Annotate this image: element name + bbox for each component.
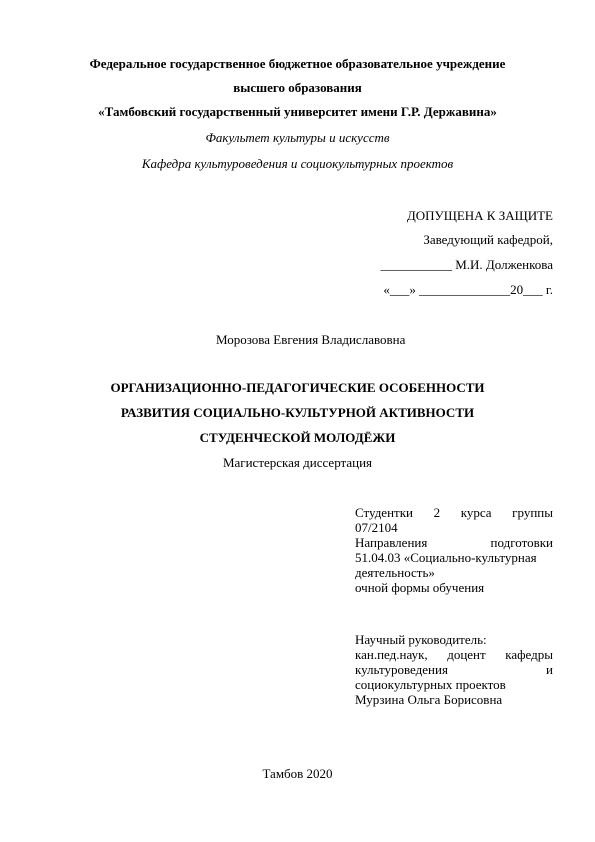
supervisor-info xyxy=(355,632,553,707)
group-number: 07/2104 xyxy=(355,520,398,535)
supervisor-dept-word: кафедры xyxy=(505,647,553,662)
training-word: подготовки xyxy=(490,535,553,550)
student-course-line xyxy=(355,505,553,520)
thesis-title-line-1: ОРГАНИЗАЦИОННО-ПЕДАГОГИЧЕСКИЕ ОСОБЕННОСТИ xyxy=(110,380,485,395)
supervisor-rank: доцент xyxy=(447,647,486,662)
course-number: 2 xyxy=(433,505,441,520)
student-info xyxy=(355,505,553,595)
thesis-type: Магистерская диссертация xyxy=(222,455,373,470)
supervisor-dept-name: культуроведения xyxy=(355,662,448,677)
thesis-title-line-3: СТУДЕНЧЕСКОЙ МОЛОДЁЖИ xyxy=(199,430,396,445)
approval-date: «___» ______________20___ г. xyxy=(383,282,553,297)
supervisor-degree-line xyxy=(355,647,553,662)
course-word: курса xyxy=(460,505,492,520)
institution-line-1: Федеральное государственное бюджетное образовательное учреждение xyxy=(89,56,506,71)
author-name: Морозова Евгения Владиславовна xyxy=(216,332,406,347)
department-name: Кафедра культуроведения и социокультурных проектов xyxy=(141,156,454,171)
approval-title: ДОПУЩЕНА К ЗАЩИТЕ xyxy=(406,208,553,223)
supervisor-name: Мурзина Ольга Борисовна xyxy=(355,692,503,707)
institution-line-2: высшего образования xyxy=(233,80,362,95)
student-word: Студентки xyxy=(355,505,413,520)
program-code: 51.04.03 «Социально-культурная xyxy=(355,550,537,565)
approval-position: Заведующий кафедрой, xyxy=(423,232,553,247)
study-form: очной формы обучения xyxy=(355,580,485,595)
direction-line xyxy=(355,535,553,550)
direction-word: Направления xyxy=(355,535,428,550)
approval-signature: ___________ М.И. Долженкова xyxy=(380,257,553,272)
city-year: Тамбов 2020 xyxy=(262,766,333,781)
program-name: деятельность» xyxy=(355,565,435,580)
supervisor-dept-line-2: социокультурных проектов xyxy=(355,677,506,692)
group-word: группы xyxy=(512,505,553,520)
university-name: «Тамбовский государственный университет имени Г.Р. Державина» xyxy=(98,104,497,119)
faculty-name: Факультет культуры и искусств xyxy=(205,130,390,145)
supervisor-dept-conj: и xyxy=(546,662,553,677)
supervisor-dept-line xyxy=(355,662,553,677)
supervisor-degree: кан.пед.наук, xyxy=(355,647,428,662)
supervisor-label: Научный руководитель: xyxy=(355,632,487,647)
thesis-title-line-2: РАЗВИТИЯ СОЦИАЛЬНО-КУЛЬТУРНОЙ АКТИВНОСТИ xyxy=(120,405,475,420)
